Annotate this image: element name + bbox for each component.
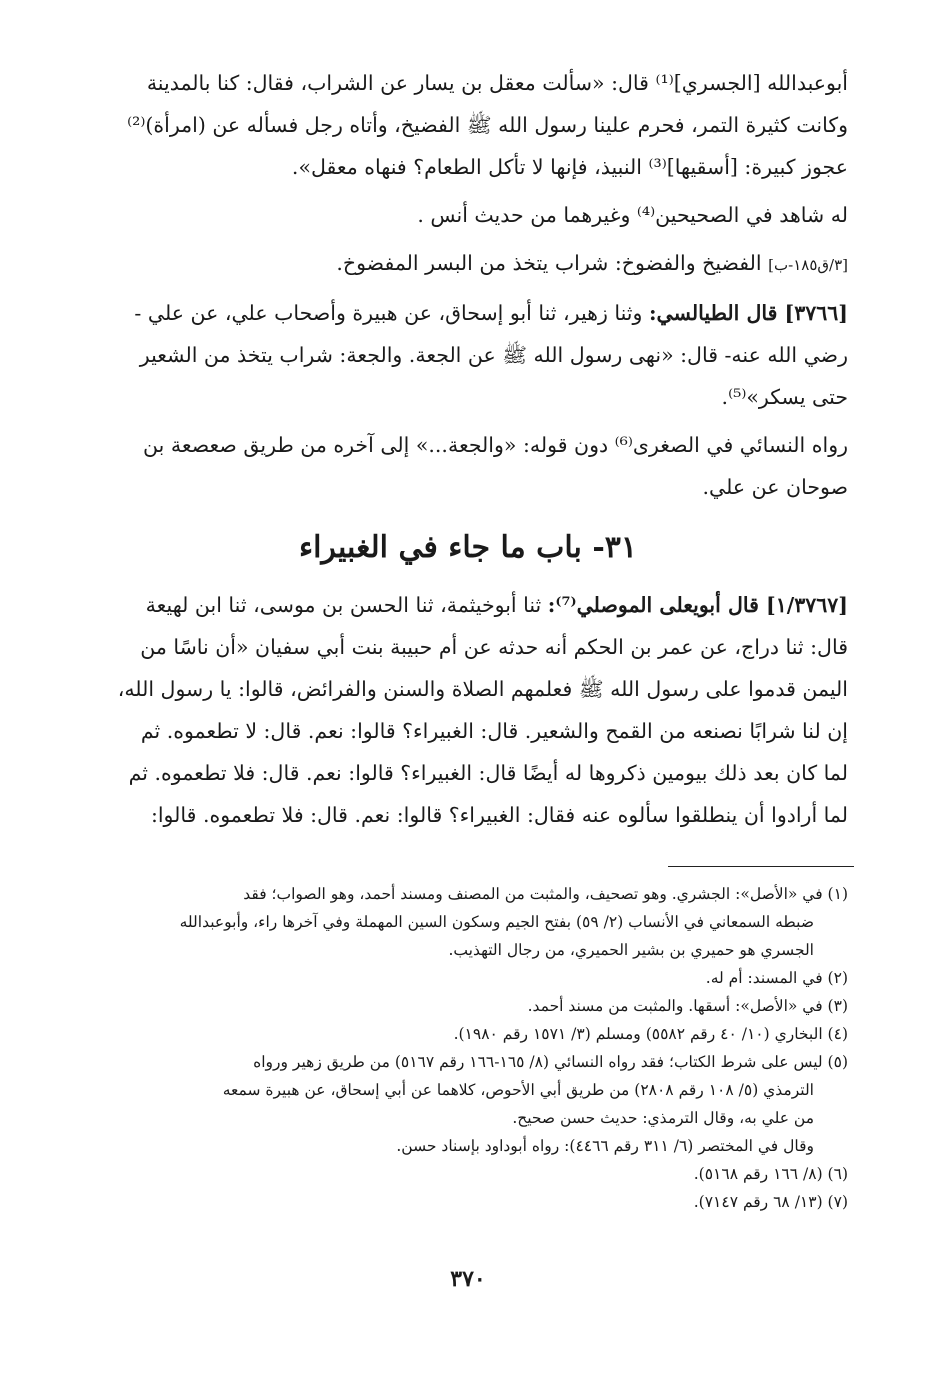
footnote-divider (668, 866, 854, 867)
text-line: صوحان عن علي. (702, 475, 848, 499)
footnote-7: (٧) (١٣/ ٦٨ رقم ٧١٤٧). (693, 1193, 848, 1211)
footnotes (88, 880, 848, 1216)
text-line: وكانت كثيرة التمر، فحرم علينا رسول الله ﷺ الفضيخ، وأتاه رجل فسأله عن (امرأة)⁽²⁾ (127, 113, 848, 137)
hadith-number-3767: [١/٣٧٦٧] قال أبويعلى الموصلي⁽⁷⁾: (547, 593, 848, 617)
footnote-1: (١) في «الأصل»: الجشري. وهو تصحيف، والمثبت من المصنف ومسند أحمد، وهو الصواب؛ فقد (243, 885, 848, 903)
footnote-5-cont: الترمذي (٥/ ١٠٨ رقم ٢٨٠٨) من طريق أبي الأحوص، كلاهما عن أبي إسحاق، عن هبيرة سمعه (222, 1081, 814, 1099)
paragraph-nasai (88, 424, 848, 508)
text-line (88, 292, 848, 334)
isnad-text: وثنا زهير، ثنا أبو إسحاق، عن هبيرة وأصحاب علي، عن علي - (134, 301, 643, 325)
text-line: لما أرادوا أن ينطلقوا سألوه عنه فقال: الغبيراء؟ قالوا: نعم. قال: فلا تطعموه. قالوا: (150, 803, 848, 827)
text-line: لما كان بعد ذلك بيومين ذكروها له أيضًا قال: الغبيراء؟ قالوا: نعم. قال: فلا تطعموه. ثم (128, 761, 848, 785)
text-line: إن لنا شرابًا نصنعه من القمح والشعير. قال: الغبيراء؟ قالوا: نعم. قال: لا تطعموه. ثم (140, 719, 848, 743)
hadith-number-3766: [٣٧٦٦] قال الطيالسي: (648, 301, 848, 325)
text-line: اليمن قدموا على رسول الله ﷺ فعلمهم الصلاة والسنن والفرائض، قالوا: يا رسول الله، (117, 677, 848, 701)
footnote-4: (٤) البخاري (١٠/ ٤٠ رقم ٥٥٨٢) ومسلم (٣/ ١٥٧١ رقم ١٩٨٠). (453, 1025, 848, 1043)
footnote-1-cont: ضبطه السمعاني في الأنساب (٢/ ٥٩) بفتح الجيم وسكون السين المهملة وفي آخرها راء، وأبوعبدالله (179, 913, 814, 931)
footnote-2: (٢) في المسند: أم له. (705, 969, 848, 987)
paragraph-3766 (88, 292, 848, 418)
footnote-3: (٣) في «الأصل»: أسقها. والمثبت من مسند أحمد. (527, 997, 848, 1015)
text-line: رواه النسائي في الصغرى⁽⁶⁾ دون قوله: «والجعة...» إلى آخره من طريق صعصعة بن (143, 433, 848, 457)
footnote-6: (٦) (٨/ ١٦٦ رقم ٥١٦٨). (693, 1165, 848, 1183)
text-line: قال: ثنا دراج، عن عمر بن الحكم أنه حدثه عن أم حبيبة بنت أبي سفيان «أن ناسًا من (140, 635, 848, 659)
paragraph-shahid (88, 194, 848, 236)
paragraph-3767 (88, 584, 848, 836)
main-text (88, 62, 848, 842)
footnote-1-cont: الجسري هو حميري بن بشير الحميري، من رجال التهذيب. (448, 941, 814, 959)
footnote-5-cont: وقال في المختصر (٦/ ٣١١ رقم ٤٤٦٦): رواه أبوداود بإسناد حسن. (396, 1137, 814, 1155)
footnote-5: (٥) ليس على شرط الكتاب؛ فقد رواه النسائي (٨/ ١٦٥-١٦٦ رقم ٥١٦٧) من طريق زهير ورواه (253, 1053, 848, 1071)
page-number: ٣٧٠ (450, 1266, 486, 1292)
manuscript-ref: [٣/ق١٨٥-ب] (768, 256, 848, 274)
text-line (88, 584, 848, 626)
text-line: له شاهد في الصحيحين⁽⁴⁾ وغيرهما من حديث أنس . (417, 203, 848, 227)
footnote-5-cont: من علي به، وقال الترمذي: حديث حسن صحيح. (512, 1109, 814, 1127)
fadikh-definition: الفضيخ والفضوخ: شراب يتخذ من البسر المفضوخ. (336, 251, 762, 275)
chapter-heading: ٣١- باب ما جاء في الغبيراء (298, 530, 638, 565)
text-line (88, 242, 848, 286)
text-line: رضي الله عنه- قال: «نهى رسول الله ﷺ عن الجعة. والجعة: شراب يتخذ من الشعير (139, 343, 848, 367)
text-line: أبوعبدالله [الجسري]⁽¹⁾ قال: «سألت معقل بن يسار عن الشراب، فقال: كنا بالمدينة (146, 71, 848, 95)
text-line: حتى يسكر»⁽⁵⁾. (721, 385, 848, 409)
isnad-text: ثنا أبوخيثمة، ثنا الحسن بن موسى، ثنا ابن لهيعة (145, 593, 542, 617)
paragraph-fadikh (88, 242, 848, 286)
paragraph-hadith-ma-qil (88, 62, 848, 188)
text-line: عجوز كبيرة: [أسقيها]⁽³⁾ النبيذ، فإنها لا تأكل الطعام؟ فنهاه معقل». (291, 155, 848, 179)
